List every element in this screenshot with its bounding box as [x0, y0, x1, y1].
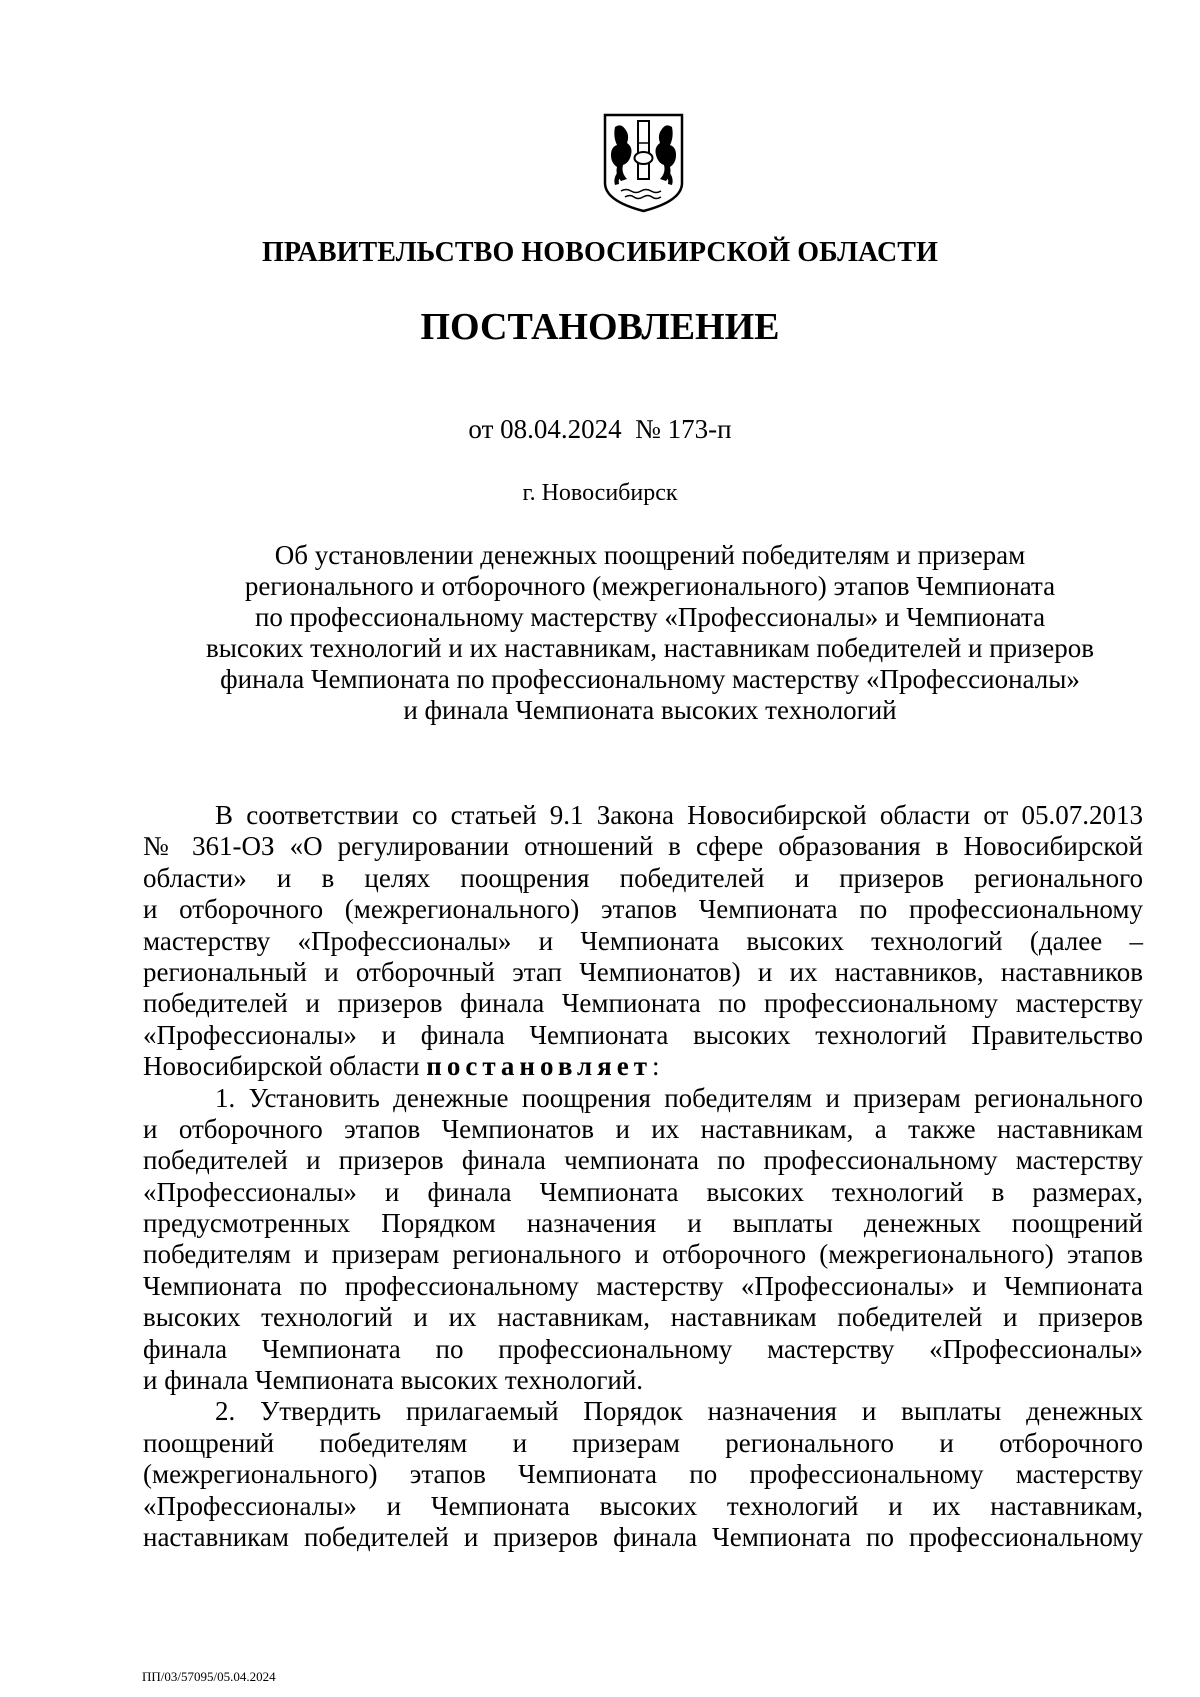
preamble-suffix: :	[652, 1051, 660, 1082]
preamble-prefix: Новосибирской области	[143, 1051, 427, 1082]
item-2-line: 2. Утвердить прилагаемый Порядок назначения и выплаты денежных	[215, 1396, 1143, 1427]
item-1-line: предусмотренных Порядком назначения и выплаты денежных поощрений	[143, 1208, 1143, 1239]
preamble-line: № 361-ОЗ «О регулировании отношений в сфере образования в Новосибирской	[143, 831, 1143, 862]
title-line: Об установлении денежных поощрений победителям и призерам	[274, 540, 1026, 570]
decree-word: постановляет	[426, 1051, 653, 1082]
city: г. Новосибирск	[522, 480, 678, 506]
item-2-line: (межрегионального) этапов Чемпионата по профессиональному мастерству	[143, 1459, 1143, 1490]
footer-code: ПП/03/57095/05.04.2024	[142, 1669, 276, 1684]
document-body	[143, 800, 1143, 1553]
item-1-line: 1. Установить денежные поощрения победителям и призерам регионального	[215, 1082, 1143, 1113]
document-type: ПОСТАНОВЛЕНИЕ	[420, 306, 780, 348]
item-1-line: и отборочного этапов Чемпионатов и их наставникам, а также наставникам	[143, 1113, 1143, 1144]
item-1-line: финала Чемпионата по профессиональному мастерству «Профессионалы»	[143, 1333, 1143, 1364]
title-line: высоких технологий и их наставникам, наставникам победителей и призеров	[205, 633, 1095, 663]
title-line: по профессиональному мастерству «Профессионалы» и Чемпионата	[254, 602, 1046, 632]
government-name: ПРАВИТЕЛЬСТВО НОВОСИБИРСКОЙ ОБЛАСТИ	[262, 237, 938, 268]
item-1-line: победителей и призеров финала чемпионата по профессиональному мастерству	[143, 1145, 1143, 1176]
document-title	[175, 540, 1125, 726]
item-1-line: и финала Чемпионата высоких технологий.	[143, 1365, 644, 1396]
preamble-line: региональный и отборочный этап Чемпионатов) и их наставников, наставников	[143, 956, 1143, 987]
coat-of-arms-icon	[603, 113, 684, 213]
item-1-line: «Профессионалы» и финала Чемпионата высоких технологий в размерах,	[143, 1176, 1143, 1207]
item-1-line: Чемпионата по профессиональному мастерству «Профессионалы» и Чемпионата	[143, 1270, 1143, 1301]
title-line: и финала Чемпионата высоких технологий	[403, 695, 897, 725]
preamble-line: «Профессионалы» и финала Чемпионата высоких технологий Правительство	[143, 1019, 1143, 1050]
item-1-line: победителям и призерам регионального и отборочного (межрегионального) этапов	[143, 1239, 1143, 1270]
title-line: финала Чемпионата по профессиональному мастерству «Профессионалы»	[220, 664, 1080, 694]
item-2-line: «Профессионалы» и Чемпионата высоких технологий и их наставникам,	[143, 1490, 1143, 1521]
preamble-line: В соответствии со статьей 9.1 Закона Новосибирской области от 05.07.2013	[215, 800, 1143, 830]
preamble-line: победителей и призеров финала Чемпионата по профессиональному мастерству	[143, 988, 1143, 1019]
date-and-number: от 08.04.2024 № 173-п	[468, 414, 732, 444]
preamble-line: и отборочного (межрегионального) этапов Чемпионата по профессиональному	[143, 894, 1143, 925]
preamble-line: области» и в целях поощрения победителей и призеров регионального	[143, 862, 1143, 893]
item-2-line: наставникам победителей и призеров финала Чемпионата по профессиональному	[143, 1521, 1143, 1552]
preamble-line: мастерству «Профессионалы» и Чемпионата высоких технологий (далее –	[143, 925, 1143, 956]
preamble-last-line	[143, 1051, 1143, 1082]
title-line: регионального и отборочного (межрегионального) этапов Чемпионата	[244, 571, 1056, 601]
item-1-line: высоких технологий и их наставникам, наставникам победителей и призеров	[143, 1302, 1143, 1333]
item-2-line: поощрений победителям и призерам регионального и отборочного	[143, 1427, 1143, 1458]
